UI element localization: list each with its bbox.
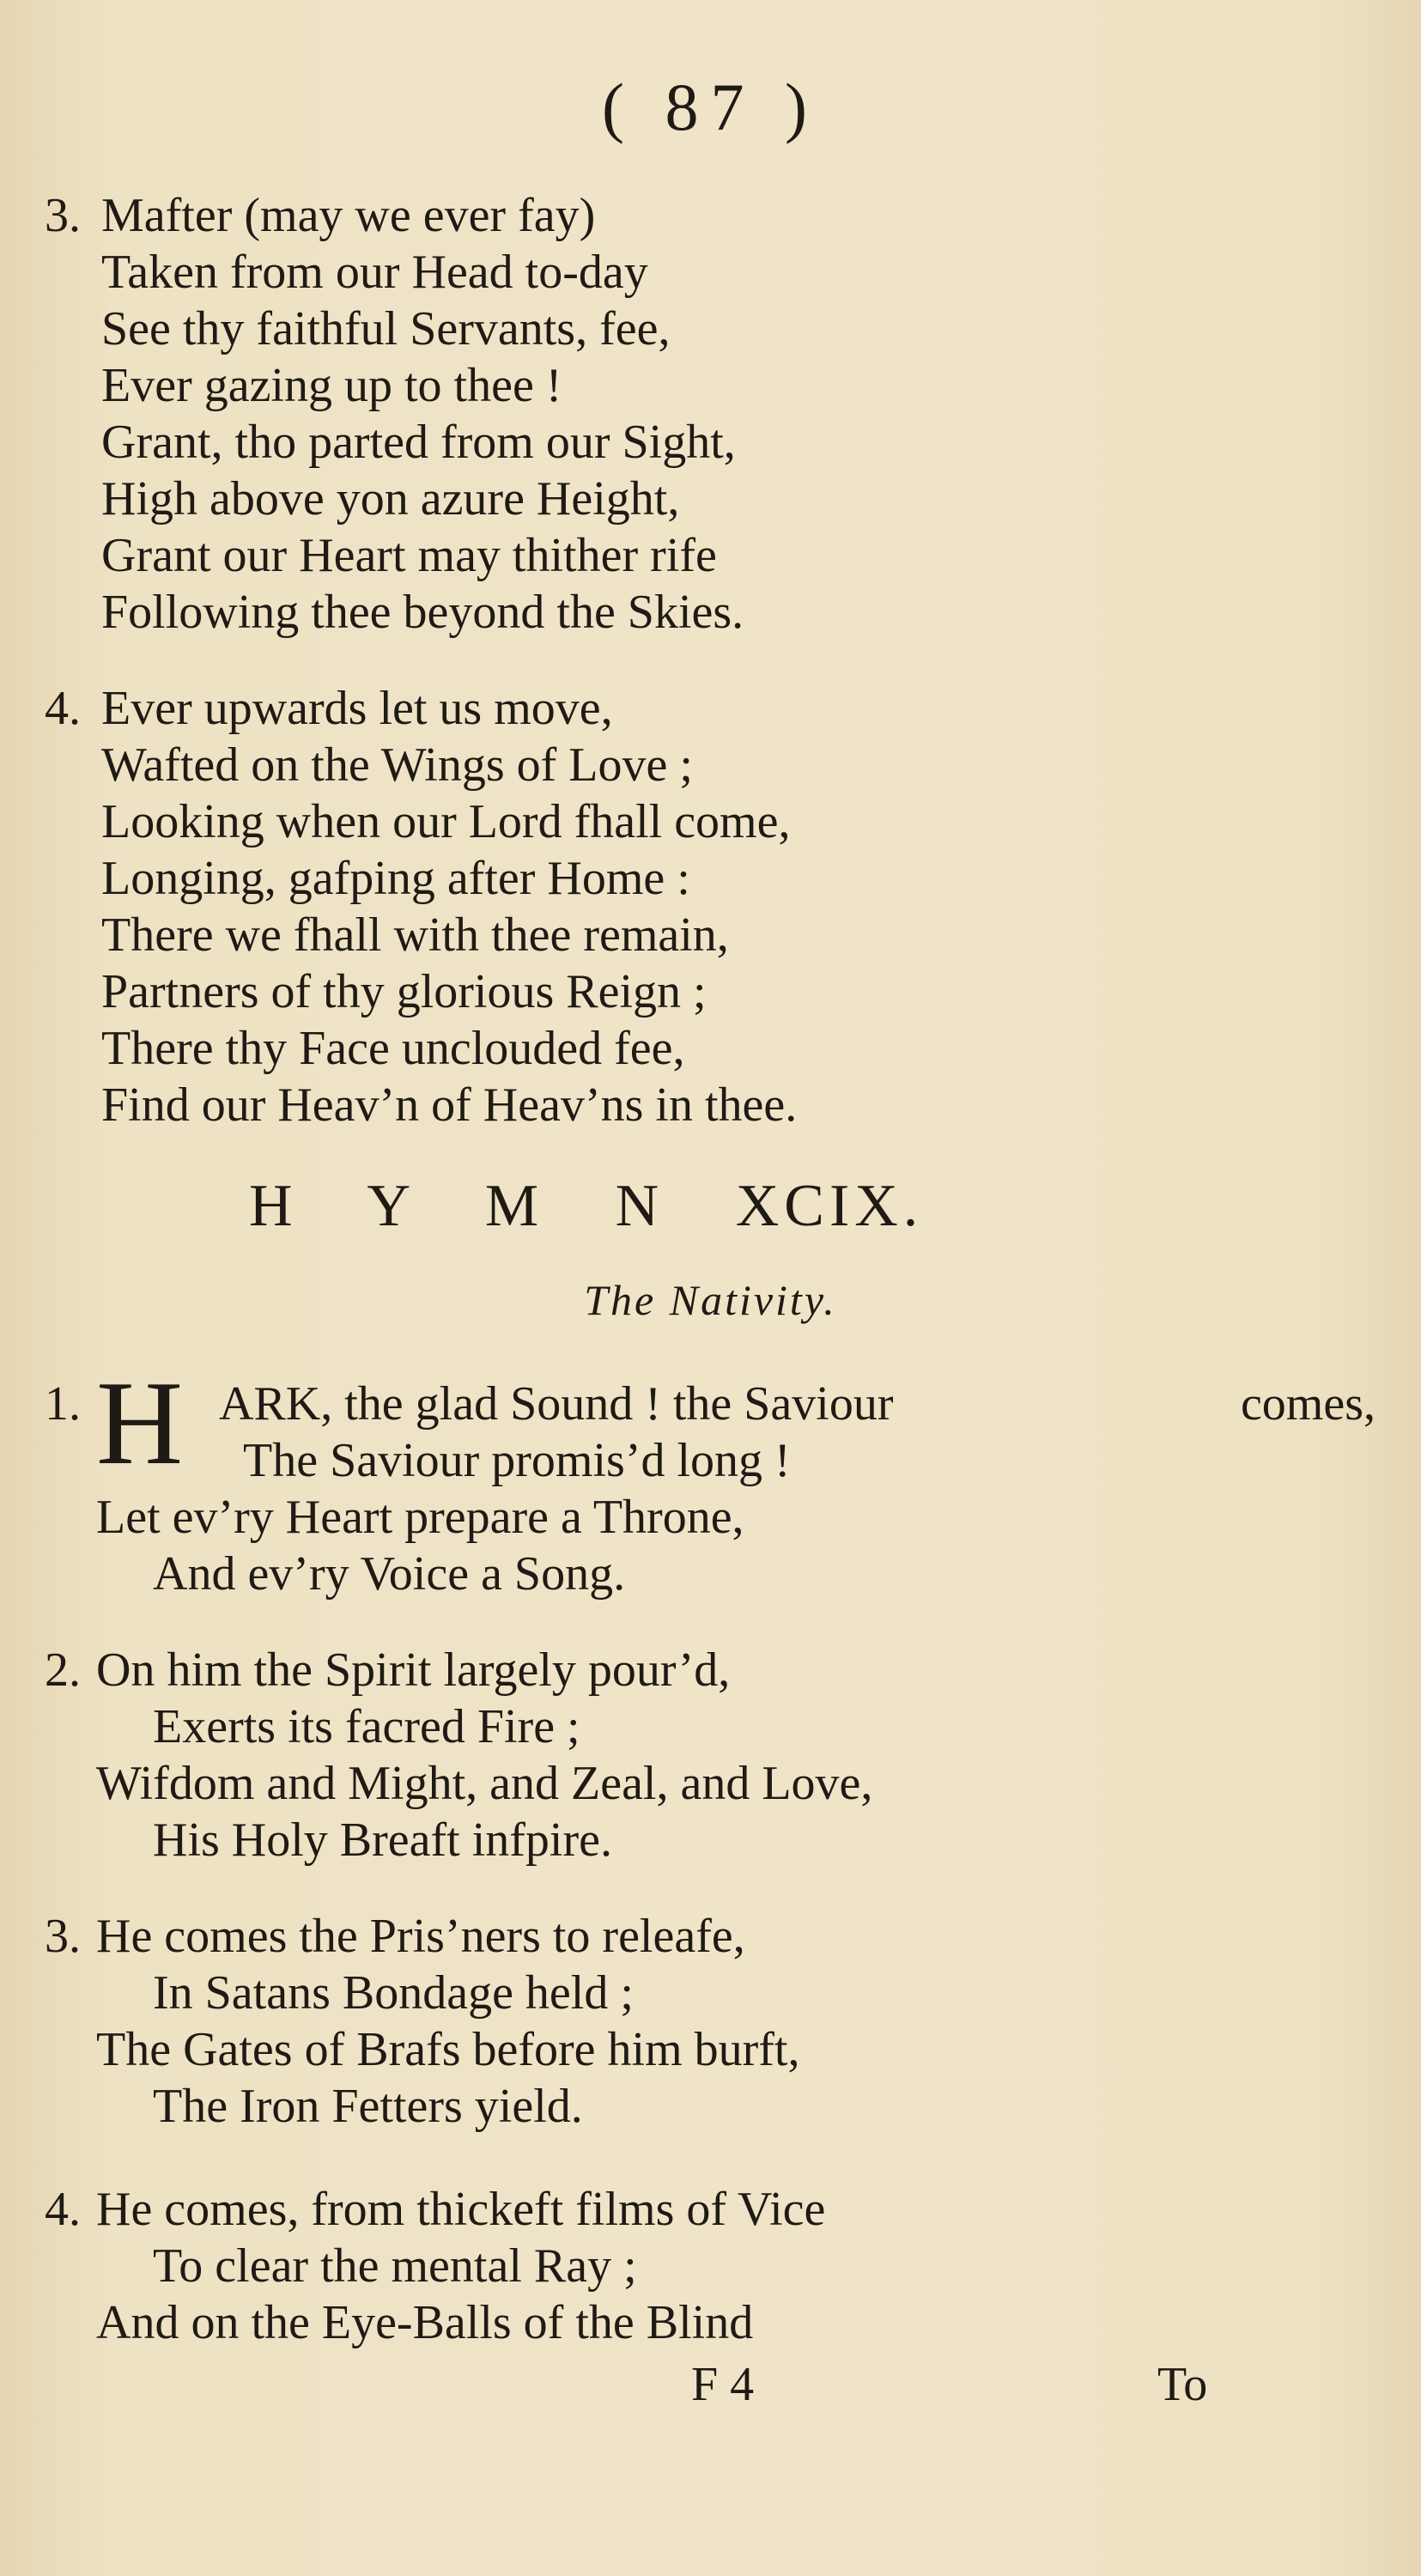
verse-line: Ever gazing up to thee ! [101,359,562,412]
verse-line: Wafted on the Wings of Love ; [101,738,693,792]
verse-line: 4. Ever upwards let us move, [45,682,613,735]
verse-line: Grant, tho parted from our Sight, [101,416,736,469]
verse-line [45,1376,1375,1432]
hymn-stanza-3 [45,1908,800,2135]
page-number: ( 87 ) [602,70,819,144]
verse-line: See thy faithful Servants, fee, [101,302,671,355]
stanza-number: 3. [45,189,81,242]
verse-line: 2. On him the Spirit largely pour’d, [45,1643,731,1697]
hymn-title: H Y M N XCIX. [249,1173,924,1239]
verse-line: Find our Heav’n of Heav’ns in thee. [101,1078,798,1132]
page-footer [0,2357,1421,2426]
hymn-stanza-4 [45,2181,825,2351]
verse-line: The Saviour promis’d long ! [243,1434,791,1487]
verse-line: Wifdom and Might, and Zeal, and Love, [96,1757,873,1810]
stanza-number: 3. [45,1910,81,1963]
verse-line: Grant our Heart may thither rife [101,529,717,582]
verse-line: The Iron Fetters yield. [153,2080,583,2133]
catchword: To [1157,2358,1208,2411]
verse-line: And ev’ry Voice a Song. [153,1547,626,1601]
stanza-number: 1. [45,1377,81,1431]
stanza-3 [45,187,744,641]
verse-line: Partners of thy glorious Reign ; [101,965,707,1018]
verse-line: There we fhall with thee remain, [101,908,729,962]
stanza-number: 2. [45,1643,81,1697]
stanza-number: 4. [45,682,81,735]
verse-line: His Holy Breaft infpire. [153,1814,612,1867]
verse-line: There thy Face unclouded fee, [101,1022,685,1075]
verse-line: In Satans Bondage held ; [153,1966,634,2020]
hymn-subtitle: The Nativity. [584,1276,837,1324]
verse-line: High above yon azure Height, [101,472,680,526]
stanza-number: 4. [45,2183,81,2236]
verse-line: Let ev’ry Heart prepare a Throne, [96,1491,744,1544]
verse-line: To clear the mental Ray ; [153,2239,637,2293]
verse-text: ARK, the glad Sound ! the Saviour [219,1377,894,1431]
hymn-stanza-2 [45,1642,872,1868]
verse-line: 3. Mafter (may we ever fay) [45,189,596,242]
verse-line: And on the Eye-Balls of the Blind [96,2296,754,2349]
verse-line: Exerts its facred Fire ; [153,1700,580,1753]
drop-cap: H [96,1357,184,1490]
verse-line: Longing, gafping after Home : [101,852,690,905]
verse-line: The Gates of Brafs before him burft, [96,2023,800,2076]
verse-text-end: comes, [1240,1377,1375,1431]
signature-mark: F 4 [691,2358,755,2411]
verse-line: Taken from our Head to-day [101,246,648,299]
verse-line: Looking when our Lord fhall come, [101,795,791,848]
verse-line: 4. He comes, from thickeft films of Vice [45,2183,826,2236]
verse-line: Following thee beyond the Skies. [101,586,744,639]
stanza-4 [45,680,797,1133]
stanza-1-rest [96,1489,744,1602]
verse-line: 3. He comes the Pris’ners to releafe, [45,1910,745,1963]
